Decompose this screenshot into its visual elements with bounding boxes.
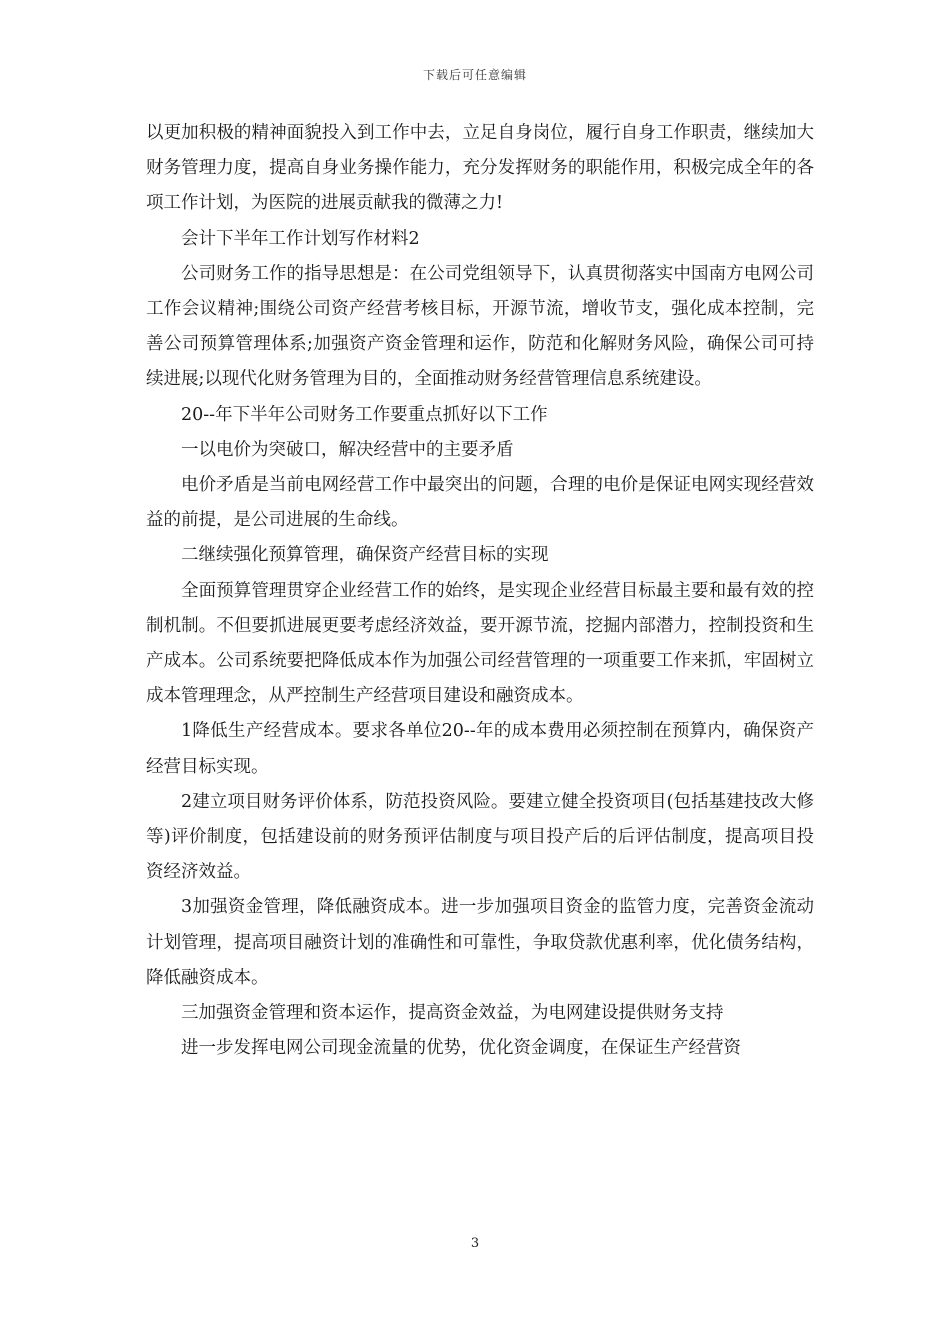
paragraph-electricity-price: 电价矛盾是当前电网经营工作中最突出的问题，合理的电价是保证电网实现经营效益的前提，是公司进展的生命线。	[146, 475, 814, 531]
paragraph-subitem-3: 3加强资金管理，降低融资成本。进一步加强项目资金的监管力度，完善资金流动计划管理，提高项目融资计划的准确性和可靠性，争取贷款优惠利率，优化债务结构，降低融资成本。	[146, 897, 814, 988]
paragraph-continuation: 以更加积极的精神面貌投入到工作中去，立足自身岗位，履行自身工作职责，继续加大财务管理力度，提高自身业务操作能力，充分发挥财务的职能作用，积极完成全年的各项工作计划，为医院的进展贡献我的微薄之力!	[146, 123, 814, 214]
document-body	[146, 116, 814, 1066]
heading-item-2: 二继续强化预算管理，确保资产经营目标的实现	[181, 545, 549, 566]
paragraph-budget-management: 全面预算管理贯穿企业经营工作的始终，是实现企业经营目标最主要和最有效的控制机制。不但要抓进展更要考虑经济效益，要开源节流，挖掘内部潜力，控制投资和生产成本。公司系统要把降低成本作为加强公司经营管理的一项重要工作来抓，牢固树立成本管理理念，从严控制生产经营项目建设和融资成本。	[146, 580, 814, 707]
page-number: 3	[470, 1236, 480, 1251]
section-title: 会计下半年工作计划写作材料2	[181, 228, 420, 249]
paragraph-subitem-1: 1降低生产经营成本。要求各单位20--年的成本费用必须控制在预算内，确保资产经营目标实现。	[146, 721, 814, 777]
paragraph-cash-flow: 进一步发挥电网公司现金流量的优势，优化资金调度，在保证生产经营资	[181, 1038, 741, 1059]
heading-item-1: 一以电价为突破口，解决经营中的主要矛盾	[181, 439, 514, 460]
page-header: 下载后可任意编辑	[422, 68, 527, 82]
paragraph-subitem-2: 2建立项目财务评价体系，防范投资风险。要建立健全投资项目(包括基建技改大修等)评价制度，包括建设前的财务预评估制度与项目投产后的后评估制度，提高项目投资经济效益。	[146, 791, 814, 883]
paragraph-key-work-intro: 20--年下半年公司财务工作要重点抓好以下工作	[181, 404, 548, 425]
paragraph-guiding-thought: 公司财务工作的指导思想是：在公司党组领导下，认真贯彻落实中国南方电网公司工作会议精神;围绕公司资产经营考核目标，开源节流，增收节支，强化成本控制，完善公司预算管理体系;加强资产资金管理和运作，防范和化解财务风险，确保公司可持续进展;以现代化财务管理为目的，全面推动财务经营管理信息系统建设。	[146, 263, 814, 390]
heading-item-3: 三加强资金管理和资本运作，提高资金效益，为电网建设提供财务支持	[181, 1003, 724, 1024]
